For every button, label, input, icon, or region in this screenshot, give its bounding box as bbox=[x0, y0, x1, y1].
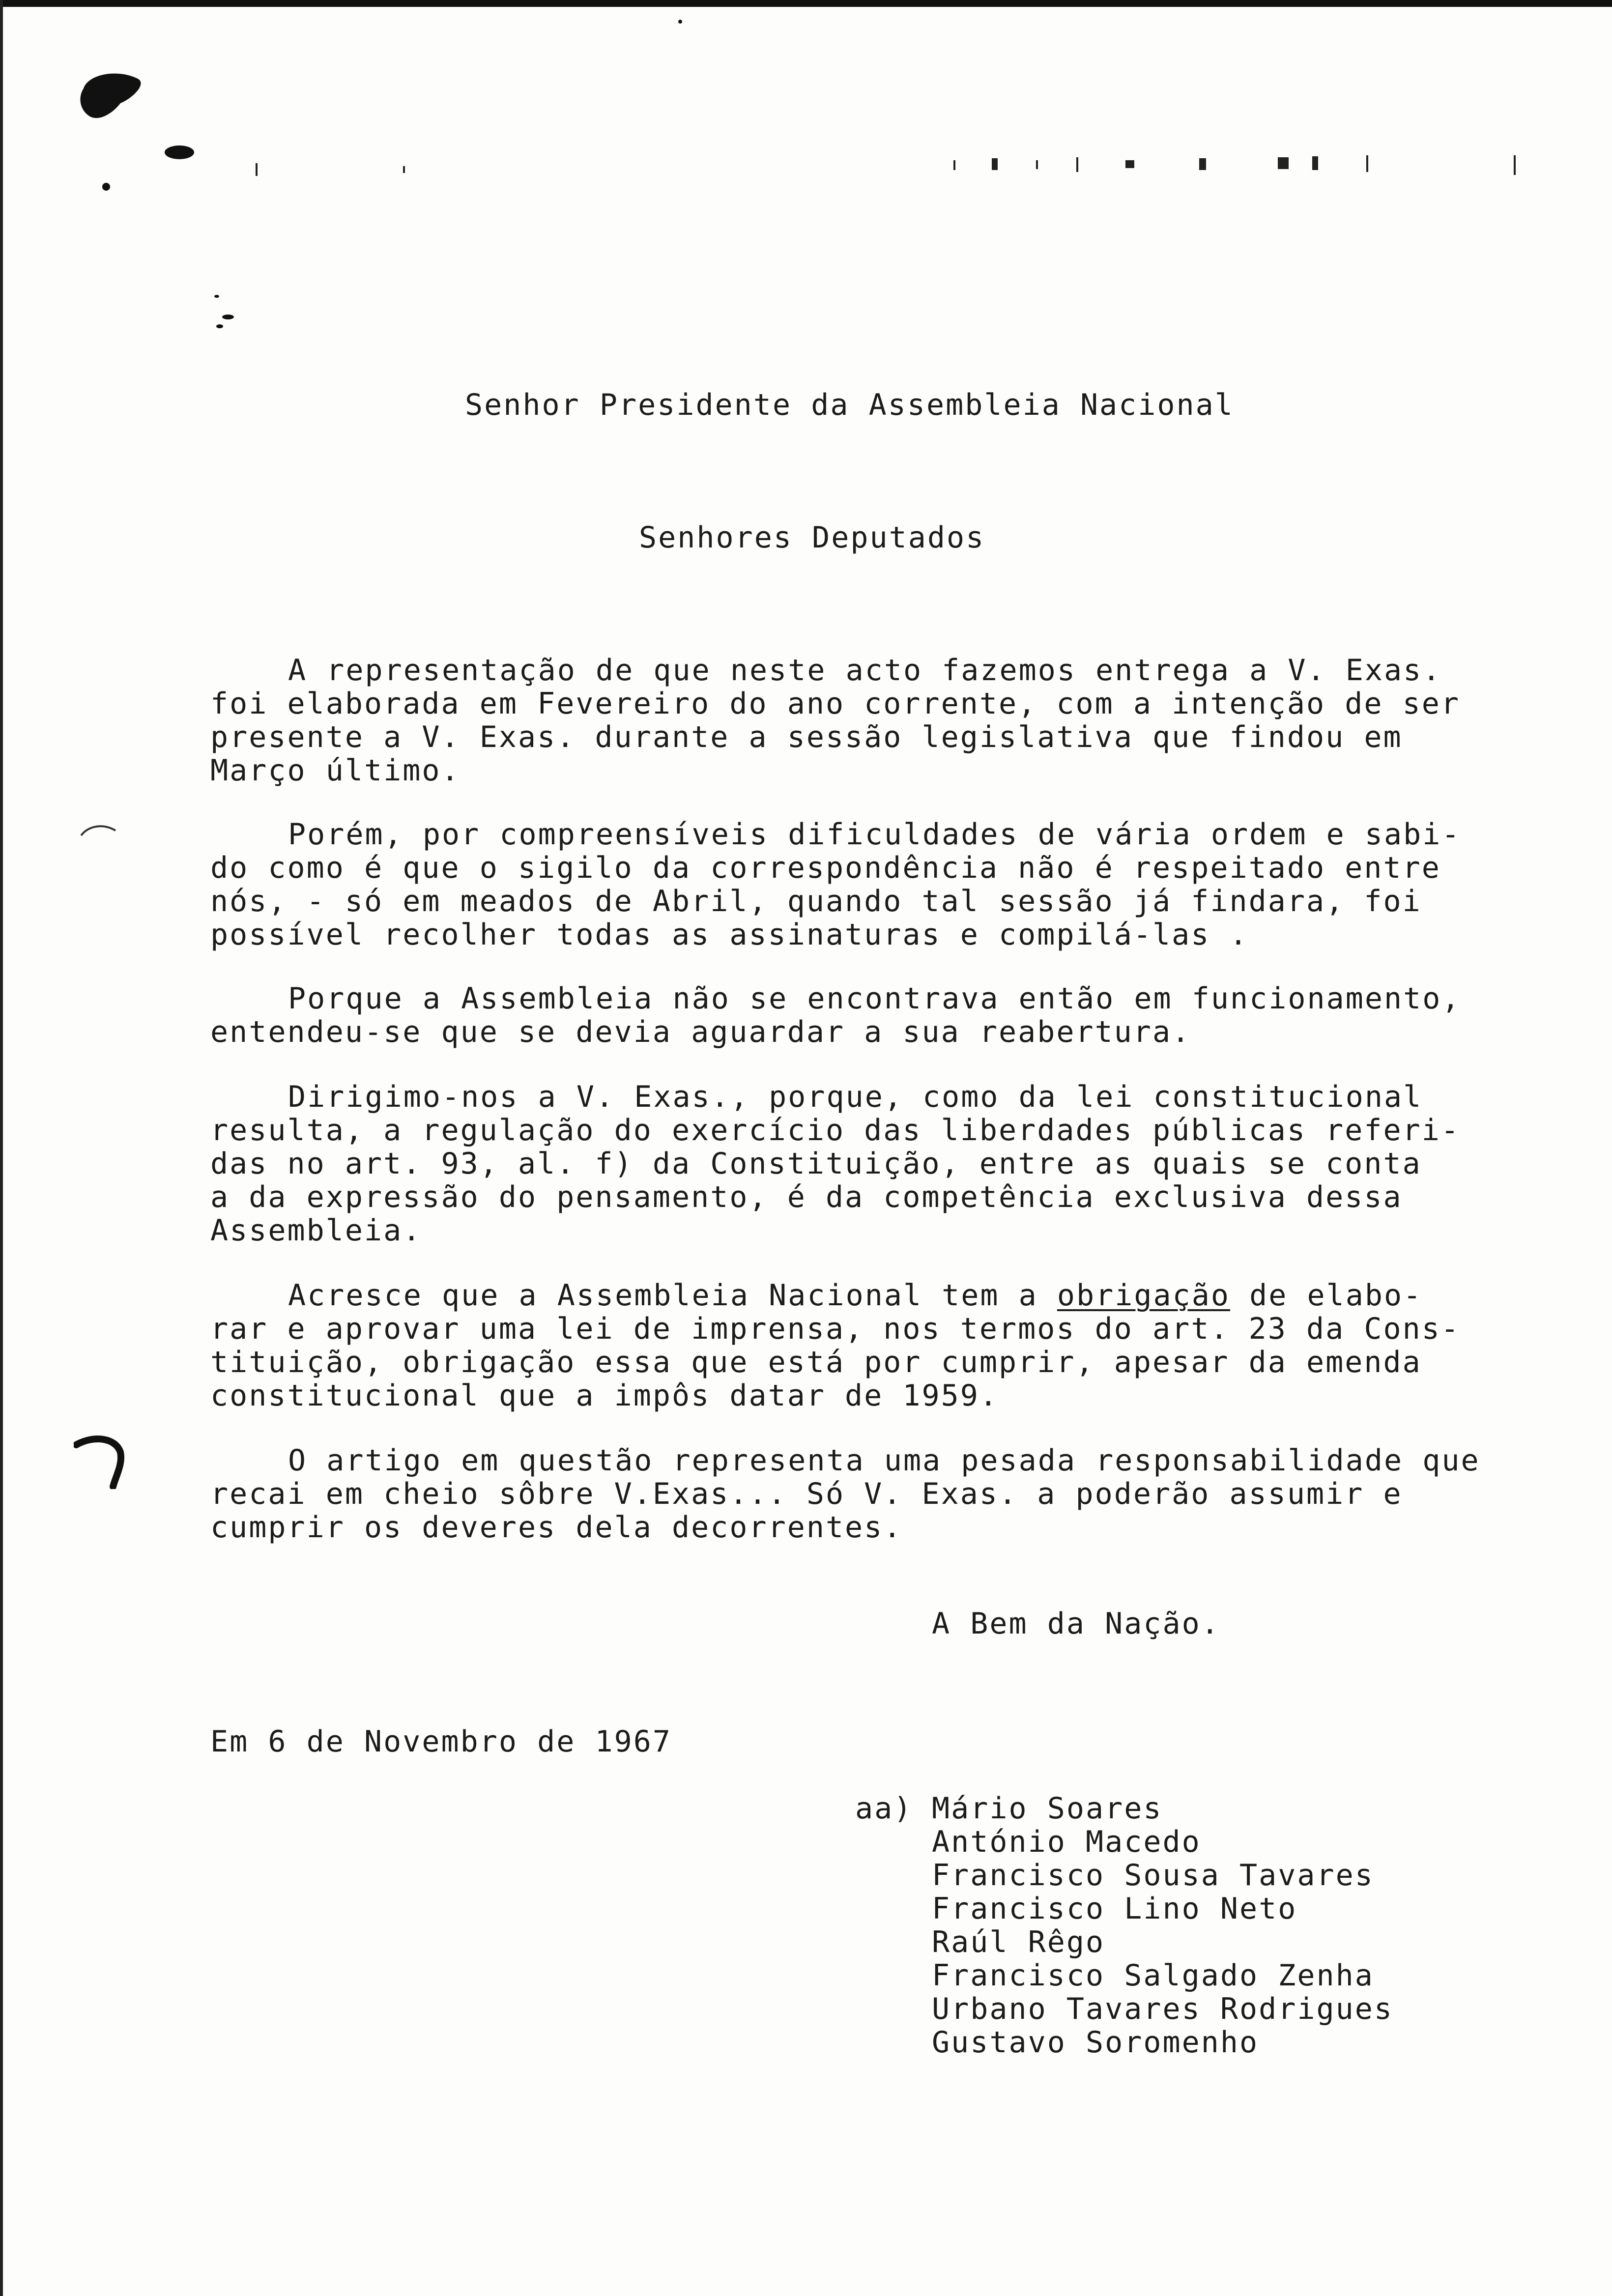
salutation-deputies: Senhores Deputados bbox=[639, 520, 985, 555]
paragraph-2-line-1: Porém, por compreensíveis dificuldades de vária ordem e sabi- bbox=[288, 817, 1461, 852]
signatory-name: Francisco Sousa Tavares bbox=[932, 1858, 1374, 1893]
obrigacao-underlined-word: obrigação bbox=[1057, 1278, 1231, 1313]
scan-tick bbox=[1366, 155, 1368, 172]
paragraph-5-line-4: constitucional que a impôs datar de 1959. bbox=[210, 1378, 999, 1413]
signatory-name: Urbano Tavares Rodrigues bbox=[932, 1992, 1393, 2026]
paragraph-5-text-before: Acresce que a Assembleia Nacional tem a bbox=[288, 1278, 1057, 1313]
paragraph-2-line-2: do como é que o sigilo da correspondência não é respeitado entre bbox=[210, 851, 1441, 885]
margin-hook-mark bbox=[79, 821, 118, 840]
scan-speck bbox=[102, 183, 110, 191]
paragraph-4-line-1: Dirigimo-nos a V. Exas., porque, como da lei constitucional bbox=[288, 1080, 1423, 1114]
signatory-name: António Macedo bbox=[932, 1825, 1201, 1859]
scan-speck bbox=[214, 295, 219, 298]
signatory-name: Raúl Rêgo bbox=[932, 1925, 1105, 1959]
scan-tick bbox=[1514, 155, 1516, 175]
paragraph-3-line-2: entendeu-se que se devia aguardar a sua reabertura. bbox=[210, 1015, 1191, 1049]
paragraph-5-line-2: rar e aprovar uma lei de imprensa, nos termos do art. 23 da Cons- bbox=[210, 1312, 1460, 1346]
paragraph-6-line-1: O artigo em questão representa uma pesada responsabilidade que bbox=[288, 1443, 1480, 1478]
date-line: Em 6 de Novembro de 1967 bbox=[210, 1724, 672, 1759]
signatory-name: Mário Soares bbox=[932, 1791, 1163, 1826]
scan-speck bbox=[678, 20, 682, 24]
salutation-president: Senhor Presidente da Assembleia Nacional bbox=[465, 388, 1234, 422]
scan-tick bbox=[256, 163, 258, 176]
paragraph-5-text-after: de elabo- bbox=[1230, 1278, 1423, 1313]
paragraph-4-line-3: das no art. 93, al. f) da Constituição, entre as quais se conta bbox=[210, 1147, 1422, 1181]
scan-left-border bbox=[0, 0, 3, 2296]
paragraph-1-line-3: presente a V. Exas. durante a sessão legislativa que findou em bbox=[210, 720, 1403, 754]
ink-blot-mark bbox=[74, 69, 162, 133]
paragraph-5-line-3: tituição, obrigação essa que está por cumprir, apesar da emenda bbox=[210, 1345, 1422, 1379]
signatures-prefix: aa) bbox=[855, 1791, 913, 1826]
scan-tick bbox=[403, 166, 405, 173]
paragraph-1-line-4: Março último. bbox=[210, 753, 461, 788]
scan-tick bbox=[953, 160, 955, 170]
scan-speck bbox=[222, 315, 234, 319]
paragraph-5-line-1 bbox=[288, 1279, 1422, 1312]
scan-tick bbox=[1125, 160, 1134, 168]
scan-tick bbox=[1036, 160, 1038, 169]
signatory-name: Francisco Lino Neto bbox=[932, 1892, 1297, 1926]
signatory-name: Gustavo Soromenho bbox=[932, 2025, 1259, 2060]
scan-tick bbox=[1199, 158, 1206, 170]
scan-speck bbox=[216, 324, 223, 328]
paragraph-3-line-1: Porque a Assembleia não se encontrava então em funcionamento, bbox=[288, 981, 1461, 1016]
ink-smudge-mark bbox=[162, 143, 197, 162]
scan-tick bbox=[1312, 156, 1318, 170]
paragraph-2-line-4: possível recolher todas as assinaturas e compilá-las . bbox=[210, 918, 1249, 952]
paragraph-6-line-2: recai em cheio sôbre V.Exas... Só V. Exas. a poderão assumir e bbox=[210, 1477, 1403, 1511]
paragraph-4-line-5: Assembleia. bbox=[210, 1213, 422, 1248]
paragraph-4-line-2: resulta, a regulação do exercício das liberdades públicas referi- bbox=[210, 1113, 1460, 1148]
scan-tick bbox=[992, 158, 998, 170]
paragraph-6-line-3: cumprir os deveres dela decorrentes. bbox=[210, 1510, 903, 1545]
scan-tick bbox=[1278, 157, 1289, 169]
paragraph-1-line-2: foi elaborada em Fevereiro do ano corrente, com a intenção de ser bbox=[210, 687, 1460, 721]
paragraph-4-line-4: a da expressão do pensamento, é da competência exclusiva dessa bbox=[210, 1180, 1403, 1214]
paragraph-2-line-3: nós, - só em meados de Abril, quando tal sessão já findara, foi bbox=[210, 884, 1422, 918]
margin-hook-mark bbox=[74, 1435, 128, 1489]
scan-top-border bbox=[0, 0, 1612, 7]
paragraph-1-line-1: A representação de que neste acto fazemos entrega a V. Exas. bbox=[288, 653, 1442, 688]
signatory-name: Francisco Salgado Zenha bbox=[932, 1958, 1374, 1993]
scan-tick bbox=[1076, 157, 1078, 172]
closing-formula: A Bem da Nação. bbox=[932, 1607, 1220, 1641]
